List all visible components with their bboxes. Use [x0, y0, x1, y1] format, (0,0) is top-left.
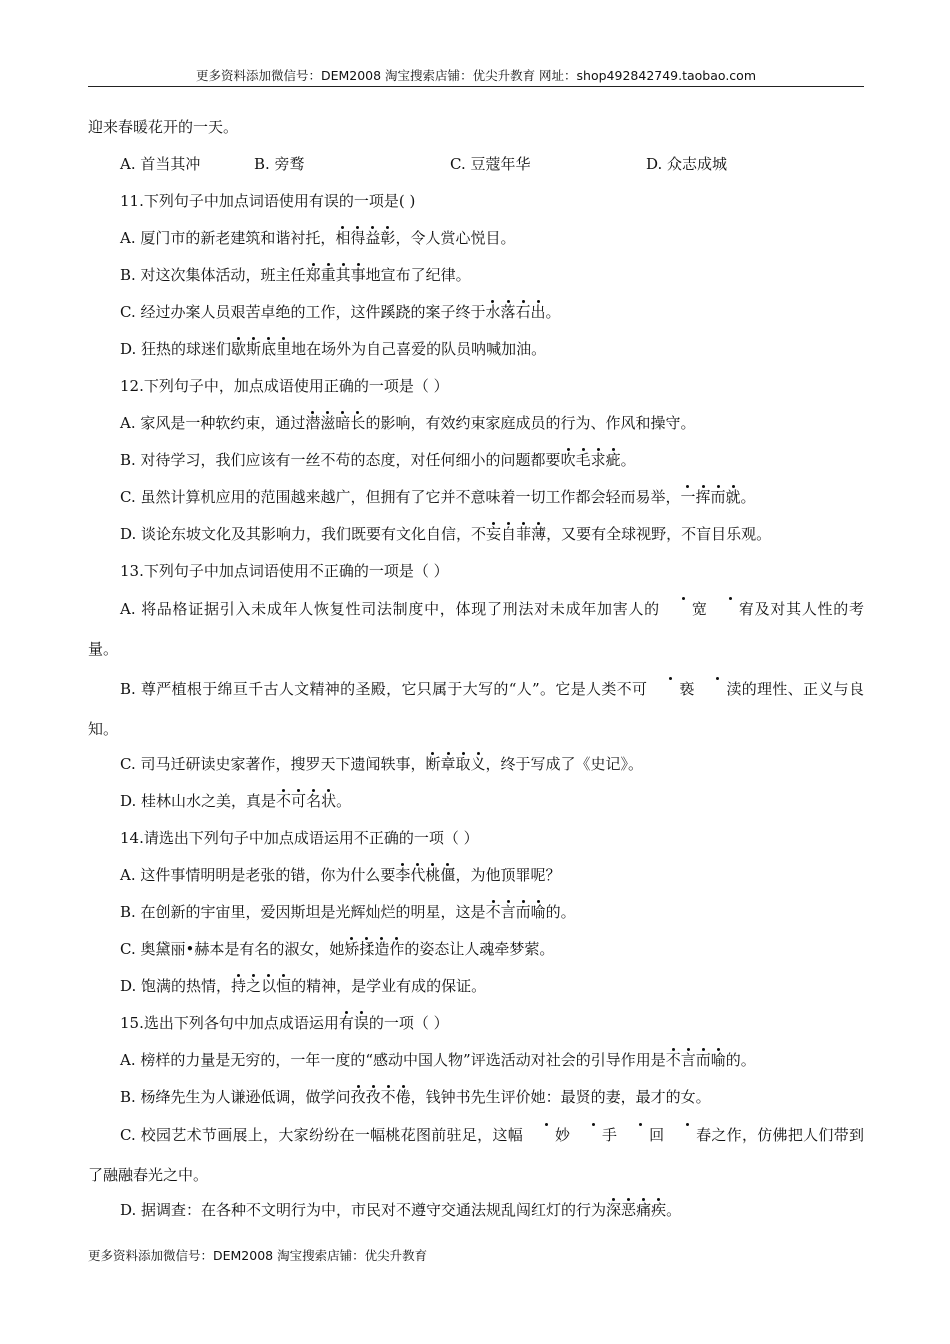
emphasis-dot-char: 歇: [231, 340, 247, 358]
emphasis-dot-char: 里: [276, 340, 292, 358]
text-line-0: [88, 112, 864, 149]
line-text: 。: [620, 451, 636, 469]
question-13-option-b: [88, 669, 864, 749]
line-text: ，令人赏心悦目。: [395, 229, 516, 247]
emphasis-dot-char: 言: [500, 903, 516, 921]
emphasis-dot-char: 僵: [440, 866, 456, 884]
emphasis-dot-char: 就: [725, 488, 741, 506]
emphasis-dot-char: 作: [389, 940, 405, 958]
line-text: D. 谈论东坡文化及其影响力，我们既要有文化自信，不: [120, 525, 487, 543]
line-text: 的理性、正义与良知。: [88, 680, 864, 738]
question-content: [88, 112, 864, 1232]
question-11-option-c: [88, 297, 864, 334]
line-text: ，又要有全球视野，不盲目乐观。: [546, 525, 772, 543]
dotted-term: [561, 451, 621, 469]
line-text: 的影响，有效约束家庭成员的行为、作风和操守。: [365, 414, 696, 432]
question-14-option-b: [88, 897, 864, 934]
line-text: C. 奥黛丽•赫本是有名的淑女，她: [120, 940, 345, 958]
line-text: D. 据调查：在各种不文明行为中，市民对不遵守交通法规乱闯红灯的行为: [120, 1201, 607, 1219]
question-12-option-b: [88, 445, 864, 482]
line-text: B. 尊严植根于绵亘千古人文精神的圣殿，它只属于大写的“人”。它是人类不可: [120, 680, 648, 698]
emphasis-dot-char: 代: [410, 866, 426, 884]
line-text: B. 在创新的宇宙里，爱因斯坦是光辉灿烂的明星，这是: [120, 903, 486, 921]
emphasis-dot-char: 菲: [516, 525, 532, 543]
question-13-option-a: [88, 589, 864, 669]
dotted-term: [339, 1014, 369, 1032]
line-text: 12.下列句子中，加点成语使用正确的一项是（ ）: [120, 377, 449, 395]
emphasis-dot-char: 益: [365, 229, 381, 247]
line-text: C. 经过办案人员艰苦卓绝的工作，这件蹊跷的案子终于: [120, 303, 486, 321]
line-text: 的。: [725, 1051, 756, 1069]
question-10-options: [88, 149, 864, 186]
emphasis-dot-char: 矫: [344, 940, 360, 958]
emphasis-dot-char: 恶: [621, 1201, 637, 1219]
emphasis-dot-char: 吹: [560, 451, 576, 469]
question-15-option-c: [88, 1115, 864, 1195]
question-12-option-a: [88, 408, 864, 445]
emphasis-dot-char: 痛: [636, 1201, 652, 1219]
emphasis-dot-char: 喻: [530, 903, 546, 921]
emphasis-dot-char: 自: [501, 525, 517, 543]
emphasis-dot-char: 长: [350, 414, 366, 432]
line-text: 之作，仿佛把人们带到了融融春光之中。: [88, 1126, 864, 1184]
emphasis-dot-char: 言: [680, 1051, 696, 1069]
line-text: 11.下列句子中加点词语使用有误的一项是( ): [120, 192, 416, 210]
emphasis-dot-char: 彰: [380, 229, 396, 247]
emphasis-dot-char: 可: [291, 792, 307, 810]
line-text: A. 榜样的力量是无穷的，一年一度的“感动中国人物”评选活动对社会的引导作用是: [120, 1051, 666, 1069]
question-14-option-c: [88, 934, 864, 971]
emphasis-dot-char: 而: [515, 903, 531, 921]
dotted-term: [425, 755, 485, 773]
emphasis-dot-char: 误: [353, 1014, 369, 1032]
dotted-term: [606, 1201, 666, 1219]
dotted-term: [486, 903, 546, 921]
emphasis-dot-char: 斯: [246, 340, 262, 358]
dotted-term: [231, 977, 291, 995]
dotted-term: [306, 266, 366, 284]
line-text: B. 杨绛先生为人谦逊低调，做学问: [120, 1088, 351, 1106]
emphasis-dot-char: 而: [695, 1051, 711, 1069]
emphasis-dot-char: 而: [710, 488, 726, 506]
line-text: C. 司马迁研读史家著作，搜罗天下遗闻轶事，: [120, 755, 426, 773]
emphasis-dot-char: 暗: [335, 414, 351, 432]
question-12-option-d: [88, 519, 864, 556]
emphasis-dot-char: 潜: [305, 414, 321, 432]
line-text: 14.请选出下列句子中加点成语运用不正确的一项（ ）: [120, 829, 479, 847]
emphasis-dot-char: 倦: [395, 1088, 411, 1106]
emphasis-dot-char: 不: [380, 1088, 396, 1106]
question-13-option-d: [88, 786, 864, 823]
line-text: C. 校园艺术节画展上，大家纷纷在一幅桃花图前驻足，这幅: [120, 1126, 524, 1144]
dotted-term: [231, 340, 291, 358]
question-11-stem: [88, 186, 864, 223]
emphasis-dot-char: 造: [374, 940, 390, 958]
emphasis-dot-char: 桃: [425, 866, 441, 884]
line-text: 地在场外为自己喜爱的队员呐喊加油。: [291, 340, 547, 358]
emphasis-dot-char: 以: [261, 977, 277, 995]
emphasis-dot-char: 一: [680, 488, 696, 506]
dotted-term: [344, 940, 404, 958]
emphasis-dot-char: 不: [276, 792, 292, 810]
line-text: 。: [545, 303, 561, 321]
emphasis-dot-char: 持: [231, 977, 247, 995]
emphasis-dot-char: 章: [440, 755, 456, 773]
line-text: 的一项（ ）: [368, 1014, 449, 1032]
question-13-option-c: [88, 749, 864, 786]
dotted-term: [276, 792, 336, 810]
emphasis-dot-char: 重: [320, 266, 336, 284]
emphasis-dot-char: 状: [321, 792, 337, 810]
emphasis-dot-char: 毛: [575, 451, 591, 469]
emphasis-dot-char: 疾: [651, 1201, 667, 1219]
emphasis-dot-char: 取: [455, 755, 471, 773]
line-text: 迎来春暖花开的一天。: [88, 118, 239, 136]
line-text: ，为他顶罪呢？: [455, 866, 561, 884]
dotted-term: [395, 866, 455, 884]
option-c: C. 豆蔻年华: [450, 155, 531, 173]
dotted-term: [485, 303, 545, 321]
emphasis-dot-char: 滋: [320, 414, 336, 432]
emphasis-dot-char: 石: [515, 303, 531, 321]
emphasis-dot-char: 落: [500, 303, 516, 321]
dotted-term: [486, 525, 546, 543]
question-11-option-d: [88, 334, 864, 371]
emphasis-dot-char: 深: [606, 1201, 622, 1219]
line-text: D. 饱满的热情，: [120, 977, 232, 995]
emphasis-dot-char: 孜: [365, 1088, 381, 1106]
emphasis-dot-char: 出: [530, 303, 546, 321]
option-a: A. 首当其冲: [120, 155, 201, 173]
emphasis-dot-char: 回: [617, 1128, 664, 1143]
line-text: 地宣布了纪律。: [365, 266, 471, 284]
line-text: 。: [336, 792, 352, 810]
emphasis-dot-char: 郑: [305, 266, 321, 284]
question-15-option-d: [88, 1195, 864, 1232]
emphasis-dot-char: 薄: [531, 525, 547, 543]
question-11-option-b: [88, 260, 864, 297]
line-text: 的姿态让人魂牵梦萦。: [404, 940, 555, 958]
line-text: A. 将品格证据引入未成年人恢复性司法制度中，体现了刑法对未成年加害人的: [120, 600, 660, 618]
question-15-option-a: [88, 1045, 864, 1082]
emphasis-dot-char: 渎: [694, 682, 741, 697]
line-text: D. 狂热的球迷们: [120, 340, 232, 358]
emphasis-dot-char: 不: [665, 1051, 681, 1069]
line-text: C. 虽然计算机应用的范围越来越广，但拥有了它并不意味着一切工作都会轻而易举，: [120, 488, 681, 506]
line-text: D. 桂林山水之美，真是: [120, 792, 277, 810]
option-b: B. 旁骛: [254, 155, 305, 173]
line-text: 及对其人性的考量。: [88, 600, 864, 658]
dotted-term: [335, 229, 395, 247]
header-text: 更多资料添加微信号：DEM2008 淘宝搜索店铺：优尖升教育 网址：shop492842749.taobao.com: [195, 68, 757, 83]
line-text: A. 这件事情明明是老张的错，你为什么要: [120, 866, 396, 884]
question-13-stem: [88, 556, 864, 593]
line-text: A. 厦门市的新老建筑和谐衬托，: [120, 229, 336, 247]
line-text: 13.下列句子中加点词语使用不正确的一项是（ ）: [120, 562, 449, 580]
question-12-stem: [88, 371, 864, 408]
emphasis-dot-char: 疵: [605, 451, 621, 469]
line-text: 。: [740, 488, 756, 506]
emphasis-dot-char: 底: [261, 340, 277, 358]
emphasis-dot-char: 义: [470, 755, 486, 773]
emphasis-dot-char: 名: [306, 792, 322, 810]
dotted-term: [523, 1126, 711, 1144]
dotted-term: [305, 414, 365, 432]
question-15-option-b: [88, 1082, 864, 1119]
question-12-option-c: [88, 482, 864, 519]
emphasis-dot-char: 恒: [276, 977, 292, 995]
emphasis-dot-char: 求: [590, 451, 606, 469]
question-15-stem: [88, 1008, 864, 1045]
emphasis-dot-char: 李: [395, 866, 411, 884]
line-text: 15.选出下列各句中加点成语运用: [120, 1014, 339, 1032]
emphasis-dot-char: 事: [350, 266, 366, 284]
emphasis-dot-char: 手: [570, 1128, 617, 1143]
emphasis-dot-char: 之: [246, 977, 262, 995]
dotted-term: [666, 1051, 726, 1069]
line-text: 。: [666, 1201, 682, 1219]
question-14-option-d: [88, 971, 864, 1008]
line-text: ，钱钟书先生评价她：最贤的妻，最才的女。: [410, 1088, 711, 1106]
emphasis-dot-char: 不: [485, 903, 501, 921]
emphasis-dot-char: 得: [350, 229, 366, 247]
emphasis-dot-char: 喻: [710, 1051, 726, 1069]
page-header: [88, 66, 864, 87]
emphasis-dot-char: 宽: [660, 602, 707, 617]
line-text: ，终于写成了《史记》。: [485, 755, 644, 773]
question-11-option-a: [88, 223, 864, 260]
question-14-option-a: [88, 860, 864, 897]
emphasis-dot-char: 相: [335, 229, 351, 247]
footer-text: 更多资料添加微信号：DEM2008 淘宝搜索店铺：优尖升教育: [88, 1248, 428, 1263]
question-14-stem: [88, 823, 864, 860]
line-text: 的精神，是学业有成的保证。: [291, 977, 487, 995]
emphasis-dot-char: 孜: [350, 1088, 366, 1106]
emphasis-dot-char: 有: [338, 1014, 354, 1032]
emphasis-dot-char: 水: [485, 303, 501, 321]
emphasis-dot-char: 妄: [486, 525, 502, 543]
emphasis-dot-char: 其: [335, 266, 351, 284]
dotted-term: [680, 488, 740, 506]
emphasis-dot-char: 亵: [647, 682, 694, 697]
emphasis-dot-char: 妙: [523, 1128, 570, 1143]
dotted-term: [351, 1088, 411, 1106]
page-footer: [88, 1246, 427, 1264]
emphasis-dot-char: 春: [664, 1128, 711, 1143]
emphasis-dot-char: 揉: [359, 940, 375, 958]
emphasis-dot-char: 挥: [695, 488, 711, 506]
line-text: B. 对待学习，我们应该有一丝不苟的态度，对任何细小的问题都要: [120, 451, 561, 469]
emphasis-dot-char: 宥: [707, 602, 754, 617]
dotted-term: [647, 680, 741, 698]
line-text: B. 对这次集体活动，班主任: [120, 266, 306, 284]
dotted-term: [660, 600, 754, 618]
emphasis-dot-char: 断: [425, 755, 441, 773]
line-text: A. 家风是一种软约束，通过: [120, 414, 306, 432]
line-text: 的。: [545, 903, 576, 921]
option-d: D. 众志成城: [646, 155, 728, 173]
